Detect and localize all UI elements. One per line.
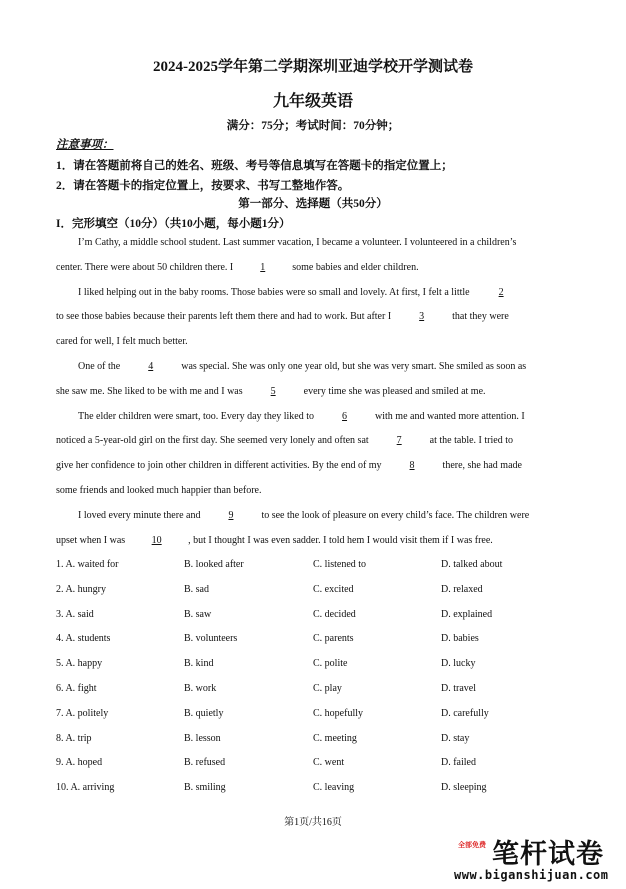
passage-text: I loved every minute there and bbox=[78, 509, 203, 521]
answer-option: D. talked about bbox=[441, 559, 503, 570]
passage-text: to see the look of pleasure on every child’s face. The children were bbox=[258, 509, 530, 521]
notes-heading: 注意事项： bbox=[56, 139, 114, 151]
answer-option: B. work bbox=[184, 683, 217, 694]
passage-line bbox=[78, 287, 568, 298]
passage-text: , but I thought I was even sadder. I told hem I would visit them if I was free. bbox=[185, 534, 493, 546]
answer-option: 9. A. hoped bbox=[56, 757, 103, 769]
answer-option: D. relaxed bbox=[441, 583, 483, 595]
answer-option: C. decided bbox=[313, 608, 356, 620]
answer-option: 7. A. politely bbox=[56, 707, 109, 719]
answer-option: B. refused bbox=[184, 757, 226, 769]
answer-option: B. quietly bbox=[184, 707, 224, 719]
passage-text: upset when I was bbox=[56, 534, 128, 546]
blank-9: 9 bbox=[228, 509, 234, 521]
subject-title: 九年级英语 bbox=[272, 93, 353, 110]
blank-1: 1 bbox=[260, 261, 266, 273]
blank-2: 2 bbox=[498, 286, 504, 298]
passage-text: that they were bbox=[449, 311, 509, 323]
passage-line bbox=[56, 435, 568, 446]
watermark-tag: 全部免费 bbox=[458, 841, 486, 849]
passage-line bbox=[78, 361, 568, 372]
blank-8: 8 bbox=[409, 460, 415, 472]
answer-option: D. lucky bbox=[441, 658, 476, 670]
passage-text: every time she was pleased and smiled at me. bbox=[301, 385, 486, 397]
answer-option: 10. A. arriving bbox=[56, 782, 115, 794]
exam-title: 2024-2025学年第二学期深圳亚迪学校开学测试卷 bbox=[153, 59, 473, 75]
passage-text: was special. She was only one year old, but she was very smart. She smiled as soon as bbox=[178, 361, 527, 372]
passage-text: to see those babies because their parents left them there and had to work. But after I bbox=[56, 311, 394, 323]
passage-line bbox=[78, 237, 568, 248]
answer-option: 1. A. waited for bbox=[56, 559, 119, 570]
passage-line bbox=[78, 411, 568, 422]
answer-option: 3. A. said bbox=[56, 608, 94, 620]
answer-option: D. failed bbox=[441, 757, 476, 769]
answer-option: 2. A. hungry bbox=[56, 583, 106, 595]
answer-option: C. parents bbox=[313, 633, 354, 645]
passage-line bbox=[56, 262, 568, 273]
answer-option: 6. A. fight bbox=[56, 683, 97, 694]
score-time-info: 满分：75分；考试时间：70分钟； bbox=[226, 120, 400, 132]
answer-option: 5. A. happy bbox=[56, 658, 103, 670]
answer-option: B. saw bbox=[184, 608, 212, 620]
note-item: 1．请在答题前将自己的姓名、班级、考号等信息填写在答题卡的指定位置上； bbox=[56, 160, 453, 172]
passage-text: I liked helping out in the baby rooms. Those babies were so small and lovely. At first, I felt a little bbox=[78, 286, 473, 298]
passage-text: she saw me. She liked to be with me and I was bbox=[56, 385, 246, 397]
answer-option: 4. A. students bbox=[56, 633, 111, 645]
watermark-url: www.biganshijuan.com bbox=[454, 868, 609, 882]
passage-line bbox=[56, 460, 568, 471]
passage-text: there, she had made bbox=[440, 460, 522, 472]
page-footer: 第1页/共16页 bbox=[284, 817, 342, 828]
blank-5: 5 bbox=[270, 385, 276, 397]
blank-7: 7 bbox=[396, 435, 402, 447]
section-title: 第一部分、选择题（共50分） bbox=[238, 198, 388, 210]
answer-option: B. lesson bbox=[184, 732, 221, 744]
passage-line bbox=[56, 311, 568, 322]
answer-option: D. stay bbox=[441, 732, 470, 744]
blank-4: 4 bbox=[148, 361, 154, 372]
answer-option: B. kind bbox=[184, 658, 214, 670]
passage-text: The elder children were smart, too. Every day they liked to bbox=[78, 410, 317, 422]
part-title: I．完形填空（10分）（共10小题，每小题1分） bbox=[56, 218, 291, 230]
answer-option: C. listened to bbox=[313, 559, 367, 570]
watermark-logo bbox=[448, 832, 618, 886]
answer-option: 8. A. trip bbox=[56, 732, 92, 744]
answer-option: D. explained bbox=[441, 608, 493, 620]
answer-option: D. babies bbox=[441, 633, 479, 645]
answer-option: B. sad bbox=[184, 583, 209, 595]
passage-text: cared for well, I felt much better. bbox=[56, 336, 188, 348]
passage-line bbox=[56, 535, 568, 546]
passage-text: some friends and looked much happier than before. bbox=[56, 485, 262, 496]
blank-10: 10 bbox=[151, 534, 162, 546]
answer-option: C. went bbox=[313, 757, 345, 769]
passage-line bbox=[78, 510, 568, 521]
passage-text: some babies and elder children. bbox=[289, 261, 419, 273]
passage-line bbox=[56, 336, 568, 347]
answer-option: B. looked after bbox=[184, 559, 244, 570]
watermark-brand: 笔杆试卷 bbox=[492, 839, 604, 870]
passage-text: One of the bbox=[78, 361, 123, 372]
answer-option: D. carefully bbox=[441, 707, 489, 719]
answer-option: D. travel bbox=[441, 683, 476, 694]
answer-option: C. hopefully bbox=[313, 707, 363, 719]
answer-option: C. play bbox=[313, 683, 342, 694]
blank-6: 6 bbox=[342, 410, 348, 422]
blank-3: 3 bbox=[419, 311, 425, 323]
answer-option: C. leaving bbox=[313, 782, 355, 794]
passage-line bbox=[56, 386, 568, 397]
passage-text: I’m Cathy, a middle school student. Last summer vacation, I became a volunteer. I volunteered in a children’s bbox=[78, 237, 517, 248]
note-item: 2．请在答题卡的指定位置上，按要求、书写工整地作答。 bbox=[56, 180, 350, 192]
passage-text: at the table. I tried to bbox=[427, 435, 513, 447]
answer-option: B. volunteers bbox=[184, 633, 238, 645]
passage-text: center. There were about 50 children there. I bbox=[56, 261, 236, 273]
passage-text: with me and wanted more attention. I bbox=[372, 410, 525, 422]
passage-line bbox=[56, 485, 568, 496]
answer-option: B. smiling bbox=[184, 782, 226, 794]
passage-text: give her confidence to join other children in different activities. By the end of my bbox=[56, 460, 385, 472]
answer-option: D. sleeping bbox=[441, 782, 487, 794]
answer-option: C. excited bbox=[313, 583, 354, 595]
passage-text: noticed a 5-year-old girl on the first day. She seemed very lonely and often sat bbox=[56, 435, 372, 447]
answer-option: C. polite bbox=[313, 658, 348, 670]
answer-option: C. meeting bbox=[313, 732, 357, 744]
